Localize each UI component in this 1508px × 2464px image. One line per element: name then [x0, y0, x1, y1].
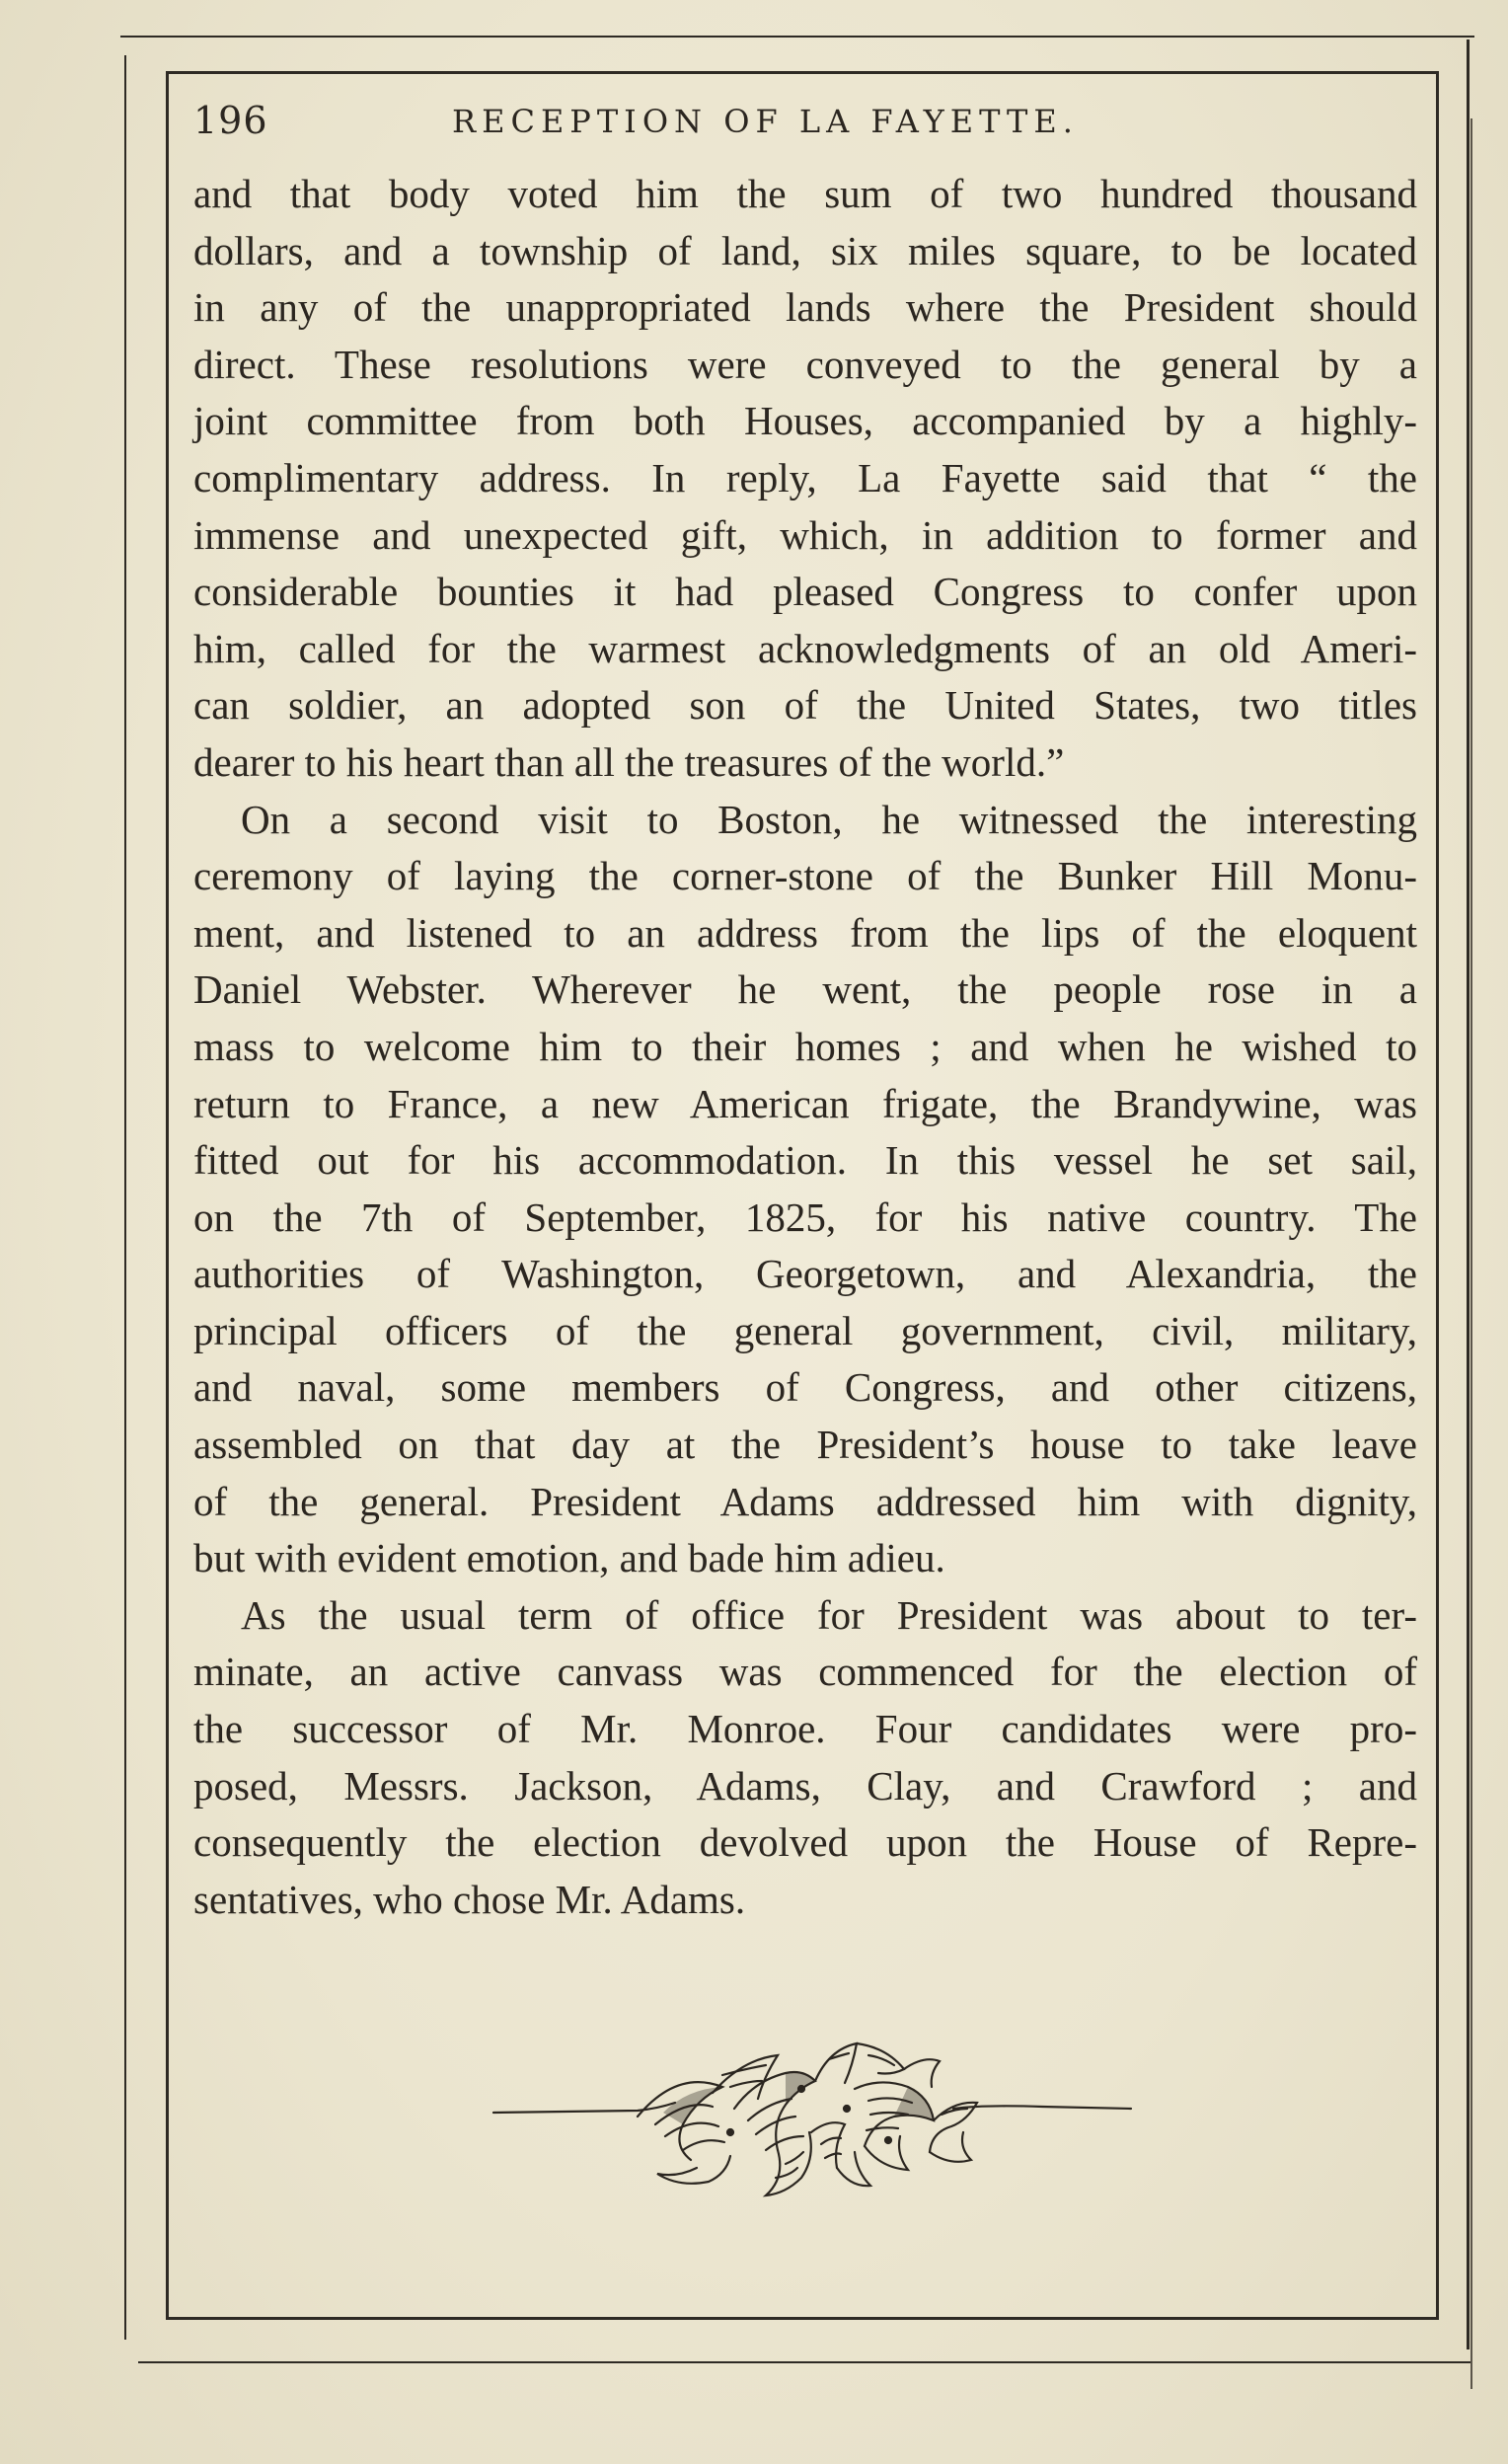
text-line: minate, an active canvass was commenced for the election of [193, 1649, 1417, 1695]
text-line: Daniel Webster. Wherever he went, the people rose in a [193, 966, 1417, 1013]
text-line: posed, Messrs. Jackson, Adams, Clay, and Crawford ; and [193, 1762, 1417, 1809]
text-line: As the usual term of office for President was about to ter- [241, 1591, 1417, 1638]
decorative-tailpiece-ornament-icon [490, 2030, 1141, 2207]
text-line: complimentary address. In reply, La Fayette said that “ the [193, 454, 1417, 500]
text-line: fitted out for his accommodation. In this vessel he set sail, [193, 1137, 1417, 1184]
text-line: dearer to his heart than all the treasures of the world.” [193, 738, 1065, 785]
outer-rule-right [1467, 39, 1470, 2349]
text-line: On a second visit to Boston, he witnessed the interesting [241, 796, 1417, 842]
running-title: RECEPTION OF LA FAYETTE. [452, 103, 1079, 140]
text-line: and that body voted him the sum of two hundred thousand [193, 171, 1417, 216]
text-line: and naval, some members of Congress, and other citizens, [193, 1364, 1417, 1411]
text-line: considerable bounties it had pleased Congress to confer upon [193, 569, 1417, 615]
text-line: on the 7th of September, 1825, for his native country. The [193, 1194, 1417, 1240]
text-line: assembled on that day at the President’s house to take leave [193, 1422, 1417, 1468]
text-line: joint committee from both Houses, accompanied by a highly- [193, 398, 1417, 444]
text-line: mass to welcome him to their homes ; and when he wished to [193, 1023, 1417, 1069]
outer-rule-top [120, 36, 1474, 38]
text-line: authorities of Washington, Georgetown, and Alexandria, the [193, 1251, 1417, 1297]
page-header [193, 99, 1417, 154]
text-line: of the general. President Adams addressed him with dignity, [193, 1478, 1417, 1524]
text-line: can soldier, an adopted son of the United States, two titles [193, 682, 1417, 729]
body-text [193, 166, 1417, 1928]
outer-rule-bottom [138, 2361, 1470, 2363]
outer-rule-left [124, 55, 126, 2340]
text-line: return to France, a new American frigate, the Brandywine, was [193, 1080, 1417, 1126]
text-line: sentatives, who chose Mr. Adams. [193, 1876, 746, 1922]
text-line: ment, and listened to an address from the lips of the eloquent [193, 909, 1417, 956]
text-line: consequently the election devolved upon the House of Repre- [193, 1819, 1417, 1866]
text-line: ceremony of laying the corner-stone of the Bunker Hill Monu- [193, 853, 1417, 899]
text-line: dollars, and a township of land, six miles square, to be located [193, 227, 1417, 273]
text-line: direct. These resolutions were conveyed to the general by a [193, 341, 1417, 387]
text-line: immense and unexpected gift, which, in addition to former and [193, 511, 1417, 558]
text-line: the successor of Mr. Monroe. Four candidates were pro- [193, 1706, 1417, 1752]
page-edge-right [1470, 118, 1472, 2389]
page-number: 196 [193, 99, 268, 142]
text-line: principal officers of the general government, civil, military, [193, 1307, 1417, 1353]
text-line: but with evident emotion, and bade him adieu. [193, 1535, 945, 1581]
text-line: in any of the unappropriated lands where the President should [193, 284, 1417, 331]
text-line: him, called for the warmest acknowledgments of an old Ameri- [193, 625, 1417, 671]
